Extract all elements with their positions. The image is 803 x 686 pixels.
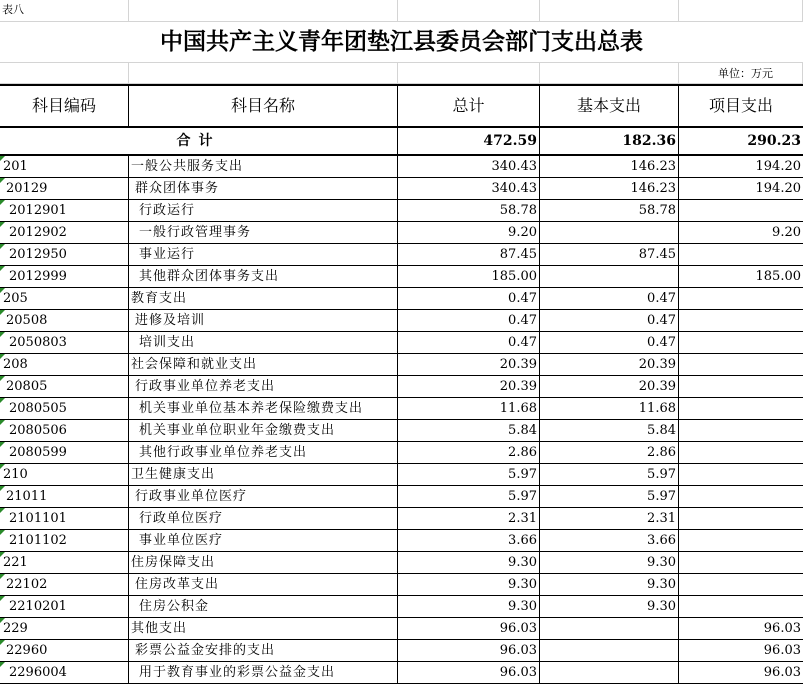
row-code[interactable] bbox=[0, 574, 129, 596]
row-code[interactable] bbox=[0, 442, 129, 464]
row-project[interactable] bbox=[679, 574, 803, 596]
text-number-marker-icon bbox=[0, 332, 5, 337]
text-number-marker-icon bbox=[0, 200, 5, 205]
row-basic[interactable]: 5.97 bbox=[540, 464, 679, 486]
row-basic[interactable]: 2.31 bbox=[540, 508, 679, 530]
total-row bbox=[0, 128, 803, 156]
row-name[interactable]: 机关事业单位职业年金缴费支出 bbox=[129, 420, 398, 442]
row-code-text: 229 bbox=[3, 621, 28, 636]
row-basic[interactable]: 20.39 bbox=[540, 354, 679, 376]
row-project[interactable] bbox=[679, 310, 803, 332]
table-row bbox=[0, 354, 803, 376]
row-code-text: 22960 bbox=[6, 643, 48, 658]
row-project[interactable] bbox=[679, 200, 803, 222]
row-basic[interactable]: 0.47 bbox=[540, 288, 679, 310]
table-row bbox=[0, 442, 803, 464]
row-name[interactable]: 教育支出 bbox=[129, 288, 398, 310]
row-name[interactable]: 其他支出 bbox=[129, 618, 398, 640]
row-total[interactable]: 3.66 bbox=[398, 530, 540, 552]
row-basic[interactable]: 0.47 bbox=[540, 310, 679, 332]
table-row bbox=[0, 288, 803, 310]
row-code-text: 20129 bbox=[6, 181, 48, 196]
row-code[interactable] bbox=[0, 508, 129, 530]
row-code-text: 2210201 bbox=[9, 599, 67, 614]
text-number-marker-icon bbox=[0, 244, 5, 249]
row-total[interactable]: 9.30 bbox=[398, 596, 540, 618]
row-code[interactable] bbox=[0, 596, 129, 618]
row-basic[interactable]: 9.30 bbox=[540, 596, 679, 618]
row-project[interactable]: 9.20 bbox=[679, 222, 803, 244]
row-name[interactable]: 用于教育事业的彩票公益金支出 bbox=[129, 662, 398, 684]
empty-cell[interactable] bbox=[540, 62, 679, 84]
row-total[interactable]: 9.30 bbox=[398, 552, 540, 574]
table-row bbox=[0, 200, 803, 222]
table-row bbox=[0, 266, 803, 288]
empty-cell[interactable] bbox=[679, 0, 803, 22]
row-total[interactable]: 9.20 bbox=[398, 222, 540, 244]
row-basic[interactable]: 20.39 bbox=[540, 376, 679, 398]
row-project[interactable]: 96.03 bbox=[679, 640, 803, 662]
row-code[interactable] bbox=[0, 420, 129, 442]
row-code-text: 2101101 bbox=[9, 511, 67, 526]
row-total[interactable]: 5.84 bbox=[398, 420, 540, 442]
row-basic[interactable] bbox=[540, 662, 679, 684]
row-code[interactable] bbox=[0, 178, 129, 200]
row-basic[interactable]: 146.23 bbox=[540, 156, 679, 178]
text-number-marker-icon bbox=[0, 640, 5, 645]
row-basic[interactable]: 87.45 bbox=[540, 244, 679, 266]
text-number-marker-icon bbox=[0, 310, 5, 315]
table-row bbox=[0, 178, 803, 200]
table-row bbox=[0, 662, 803, 684]
table-row bbox=[0, 464, 803, 486]
row-total[interactable]: 0.47 bbox=[398, 310, 540, 332]
text-number-marker-icon bbox=[0, 288, 5, 293]
row-basic[interactable] bbox=[540, 222, 679, 244]
empty-cell[interactable] bbox=[398, 62, 540, 84]
row-project[interactable] bbox=[679, 332, 803, 354]
table-row bbox=[0, 398, 803, 420]
row-total[interactable]: 2.31 bbox=[398, 508, 540, 530]
row-code-text: 2080505 bbox=[9, 401, 67, 416]
row-project[interactable] bbox=[679, 288, 803, 310]
text-number-marker-icon bbox=[0, 398, 5, 403]
header-basic[interactable]: 基本支出 bbox=[540, 86, 679, 126]
row-project[interactable] bbox=[679, 552, 803, 574]
row-code[interactable] bbox=[0, 354, 129, 376]
row-code[interactable] bbox=[0, 552, 129, 574]
row-name[interactable]: 住房公积金 bbox=[129, 596, 398, 618]
row-name[interactable]: 社会保障和就业支出 bbox=[129, 354, 398, 376]
row-code-text: 21011 bbox=[6, 489, 48, 504]
row-code[interactable] bbox=[0, 332, 129, 354]
table-row bbox=[0, 552, 803, 574]
text-number-marker-icon bbox=[0, 596, 5, 601]
text-number-marker-icon bbox=[0, 442, 5, 447]
row-project[interactable] bbox=[679, 244, 803, 266]
row-project[interactable]: 185.00 bbox=[679, 266, 803, 288]
row-code-text: 2050803 bbox=[9, 335, 67, 350]
row-name[interactable]: 机关事业单位基本养老保险缴费支出 bbox=[129, 398, 398, 420]
total-project[interactable]: 290.23 bbox=[747, 133, 801, 149]
row-name[interactable]: 行政事业单位养老支出 bbox=[129, 376, 398, 398]
header-code[interactable]: 科目编码 bbox=[0, 86, 129, 126]
row-project[interactable] bbox=[679, 354, 803, 376]
row-code[interactable] bbox=[0, 530, 129, 552]
table-row bbox=[0, 640, 803, 662]
header-name[interactable]: 科目名称 bbox=[129, 86, 398, 126]
row-code[interactable] bbox=[0, 464, 129, 486]
row-basic[interactable]: 3.66 bbox=[540, 530, 679, 552]
unit-row bbox=[0, 62, 803, 84]
row-code-text: 208 bbox=[3, 357, 28, 372]
row-project[interactable]: 96.03 bbox=[679, 618, 803, 640]
row-code-text: 201 bbox=[3, 159, 28, 174]
text-number-marker-icon bbox=[0, 662, 5, 667]
row-name[interactable]: 卫生健康支出 bbox=[129, 464, 398, 486]
text-number-marker-icon bbox=[0, 530, 5, 535]
row-basic[interactable]: 0.47 bbox=[540, 332, 679, 354]
text-number-marker-icon bbox=[0, 178, 5, 183]
text-number-marker-icon bbox=[0, 508, 5, 513]
row-total[interactable]: 87.45 bbox=[398, 244, 540, 266]
row-name[interactable]: 进修及培训 bbox=[129, 310, 398, 332]
row-name[interactable]: 事业运行 bbox=[129, 244, 398, 266]
row-code[interactable] bbox=[0, 156, 129, 178]
row-total[interactable]: 0.47 bbox=[398, 288, 540, 310]
row-project[interactable] bbox=[679, 530, 803, 552]
row-code-text: 2012950 bbox=[9, 247, 67, 262]
table-header bbox=[0, 84, 803, 128]
row-total[interactable]: 20.39 bbox=[398, 354, 540, 376]
row-code-text: 2101102 bbox=[9, 533, 67, 548]
row-project[interactable]: 96.03 bbox=[679, 662, 803, 684]
text-number-marker-icon bbox=[0, 354, 5, 359]
row-project[interactable]: 194.20 bbox=[679, 178, 803, 200]
table-row bbox=[0, 244, 803, 266]
table-row bbox=[0, 618, 803, 640]
row-code[interactable] bbox=[0, 266, 129, 288]
row-code[interactable] bbox=[0, 200, 129, 222]
row-total[interactable]: 11.68 bbox=[398, 398, 540, 420]
row-code-text: 20508 bbox=[6, 313, 48, 328]
row-code[interactable] bbox=[0, 244, 129, 266]
row-name[interactable]: 事业单位医疗 bbox=[129, 530, 398, 552]
empty-cell[interactable] bbox=[0, 62, 129, 84]
row-basic[interactable]: 5.97 bbox=[540, 486, 679, 508]
text-number-marker-icon bbox=[0, 486, 5, 491]
empty-cell[interactable] bbox=[398, 0, 540, 22]
empty-cell[interactable] bbox=[129, 0, 398, 22]
table-row bbox=[0, 222, 803, 244]
row-code-text: 2296004 bbox=[9, 665, 67, 680]
table-row bbox=[0, 574, 803, 596]
header-total[interactable]: 总计 bbox=[398, 86, 540, 126]
row-basic[interactable]: 2.86 bbox=[540, 442, 679, 464]
row-name[interactable]: 行政事业单位医疗 bbox=[129, 486, 398, 508]
row-basic[interactable]: 58.78 bbox=[540, 200, 679, 222]
row-project[interactable] bbox=[679, 486, 803, 508]
row-code[interactable] bbox=[0, 288, 129, 310]
row-code-text: 2080599 bbox=[9, 445, 67, 460]
table-row bbox=[0, 332, 803, 354]
row-code[interactable] bbox=[0, 310, 129, 332]
table-row bbox=[0, 156, 803, 178]
row-code-text: 2080506 bbox=[9, 423, 67, 438]
row-project[interactable] bbox=[679, 464, 803, 486]
row-project[interactable] bbox=[679, 398, 803, 420]
row-project[interactable] bbox=[679, 376, 803, 398]
row-code-text: 2012901 bbox=[9, 203, 67, 218]
text-number-marker-icon bbox=[0, 552, 5, 557]
row-code[interactable] bbox=[0, 662, 129, 684]
table-row bbox=[0, 530, 803, 552]
text-number-marker-icon bbox=[0, 464, 5, 469]
row-basic[interactable]: 9.30 bbox=[540, 574, 679, 596]
text-number-marker-icon bbox=[0, 156, 5, 161]
row-name[interactable]: 其他群众团体事务支出 bbox=[129, 266, 398, 288]
row-name[interactable]: 群众团体事务 bbox=[129, 178, 398, 200]
row-basic[interactable]: 11.68 bbox=[540, 398, 679, 420]
header-project[interactable]: 项目支出 bbox=[708, 96, 773, 115]
table-row bbox=[0, 508, 803, 530]
row-code-text: 20805 bbox=[6, 379, 48, 394]
sheet-label[interactable]: 表八 bbox=[0, 0, 129, 22]
row-code-text: 2012999 bbox=[9, 269, 67, 284]
unit-label: 单位：万元 bbox=[718, 67, 773, 80]
row-total[interactable]: 0.47 bbox=[398, 332, 540, 354]
row-code[interactable] bbox=[0, 618, 129, 640]
row-name[interactable]: 住房保障支出 bbox=[129, 552, 398, 574]
row-code-text: 205 bbox=[3, 291, 28, 306]
text-number-marker-icon bbox=[0, 376, 5, 381]
sheet-label-row bbox=[0, 0, 803, 22]
row-name[interactable]: 一般公共服务支出 bbox=[129, 156, 398, 178]
table-row bbox=[0, 486, 803, 508]
text-number-marker-icon bbox=[0, 618, 5, 623]
row-name[interactable]: 行政单位医疗 bbox=[129, 508, 398, 530]
row-total[interactable]: 9.30 bbox=[398, 574, 540, 596]
row-project[interactable] bbox=[679, 508, 803, 530]
row-project[interactable] bbox=[679, 442, 803, 464]
row-name[interactable]: 一般行政管理事务 bbox=[129, 222, 398, 244]
row-name[interactable]: 彩票公益金安排的支出 bbox=[129, 640, 398, 662]
row-total[interactable]: 5.97 bbox=[398, 486, 540, 508]
row-name[interactable]: 住房改革支出 bbox=[129, 574, 398, 596]
row-basic[interactable] bbox=[540, 640, 679, 662]
row-basic[interactable]: 9.30 bbox=[540, 552, 679, 574]
row-total[interactable]: 58.78 bbox=[398, 200, 540, 222]
total-basic[interactable]: 182.36 bbox=[540, 128, 679, 154]
row-name[interactable]: 行政运行 bbox=[129, 200, 398, 222]
row-name[interactable]: 其他行政事业单位养老支出 bbox=[129, 442, 398, 464]
page-title[interactable]: 中国共产主义青年团垫江县委员会部门支出总表 bbox=[0, 22, 803, 63]
text-number-marker-icon bbox=[0, 574, 5, 579]
row-code-text: 210 bbox=[3, 467, 28, 482]
row-total[interactable]: 185.00 bbox=[398, 266, 540, 288]
row-total[interactable]: 96.03 bbox=[398, 640, 540, 662]
row-code-text: 2012902 bbox=[9, 225, 67, 240]
table-row bbox=[0, 420, 803, 442]
row-total[interactable]: 20.39 bbox=[398, 376, 540, 398]
row-total[interactable]: 340.43 bbox=[398, 178, 540, 200]
row-total[interactable]: 96.03 bbox=[398, 618, 540, 640]
table-row bbox=[0, 596, 803, 618]
row-code[interactable] bbox=[0, 640, 129, 662]
text-number-marker-icon bbox=[0, 266, 5, 271]
row-code[interactable] bbox=[0, 398, 129, 420]
row-code-text: 221 bbox=[3, 555, 28, 570]
row-basic[interactable] bbox=[540, 266, 679, 288]
row-basic[interactable]: 5.84 bbox=[540, 420, 679, 442]
row-code[interactable] bbox=[0, 222, 129, 244]
row-total[interactable]: 2.86 bbox=[398, 442, 540, 464]
row-basic[interactable] bbox=[540, 618, 679, 640]
empty-cell[interactable] bbox=[129, 62, 398, 84]
text-number-marker-icon bbox=[0, 222, 5, 227]
text-number-marker-icon bbox=[0, 420, 5, 425]
row-total[interactable]: 340.43 bbox=[398, 156, 540, 178]
empty-cell[interactable] bbox=[540, 0, 679, 22]
row-code[interactable] bbox=[0, 486, 129, 508]
row-basic[interactable]: 146.23 bbox=[540, 178, 679, 200]
table-row bbox=[0, 376, 803, 398]
row-name[interactable]: 培训支出 bbox=[129, 332, 398, 354]
total-sum[interactable]: 472.59 bbox=[398, 128, 540, 154]
row-code[interactable] bbox=[0, 376, 129, 398]
row-project[interactable]: 194.20 bbox=[679, 156, 803, 178]
row-total[interactable]: 5.97 bbox=[398, 464, 540, 486]
row-project[interactable] bbox=[679, 596, 803, 618]
row-project[interactable] bbox=[679, 420, 803, 442]
total-label[interactable]: 合计 bbox=[0, 128, 398, 154]
row-code-text: 22102 bbox=[6, 577, 48, 592]
table-row bbox=[0, 310, 803, 332]
row-total[interactable]: 96.03 bbox=[398, 662, 540, 684]
